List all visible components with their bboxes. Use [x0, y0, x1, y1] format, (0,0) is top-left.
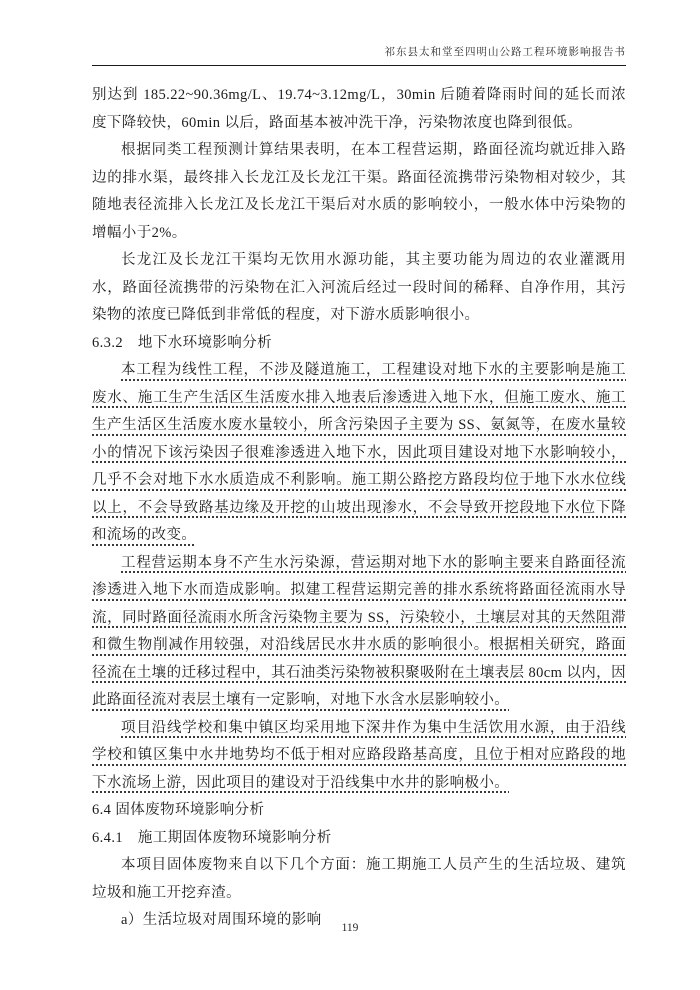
paragraph-solid-waste-sources: 本项目固体废物来自以下几个方面：施工期施工人员产生的生活垃圾、建筑垃圾和施工开挖弃渣。 — [92, 857, 626, 901]
section-heading-6-3-2: 6.3.2 地下水环境影响分析 — [92, 334, 272, 351]
page-number: 119 — [341, 922, 359, 934]
paragraph-wells-impact: 项目沿线学校和集中镇区均采用地下深井作为集中生活饮用水源，由于沿线学校和镇区集中水井地势均不低于相对应路段路基高度，且位于相对应路段的地下水流场上游，因此项目的建设对于沿线集中水井的影响极小。 — [92, 719, 626, 791]
paragraph-irrigation-water: 长龙江及长龙江干渠均无饮用水源功能，其主要功能为周边的农业灌溉用水，路面径流携带的污染物在汇入河流后经过一段时间的稀释、自净作用，其污染物的浓度已降低到非常低的程度，对下游水质影响很小。 — [92, 252, 626, 323]
running-header-title: 祁东县太和堂至四明山公路工程环境影响报告书 — [92, 44, 626, 66]
paragraph-runoff-discharge: 根据同类工程预测计算结果表明，在本工程营运期，路面径流均就近排入路边的排水渠，最终排入长龙江及长龙江干渠。路面径流携带污染物相对较少，其随地表径流排入长龙江及长龙江干渠后对水质的影响较小，一般水体中污染物的增幅小于2%。 — [92, 142, 626, 241]
paragraph-item-a-domestic-garbage: a）生活垃圾对周围环境的影响 — [121, 912, 322, 928]
section-heading-6-4: 6.4 固体废物环境影响分析 — [92, 802, 265, 818]
paragraph-groundwater-construction: 本工程为线性工程，不涉及隧道施工，工程建设对地下水的主要影响是施工废水、施工生产生活区生活废水排入地表后渗透进入地下水，但施工废水、施工生产生活区生活废水废水量较小，所含污染因子主要为 SS、氨氮等，在废水量较小的情况下该污染因子很难渗透进入地下水，因此项目建设对地下水影响较小，几乎不会对地下水水质造成不利影响。施工期公路挖方路段均位于地下水水位线以上，不会导致路基边缘及开挖的山坡出现渗水，不会导致开挖段地下水位下降和流场的改变。 — [92, 362, 626, 543]
page-body — [92, 82, 626, 935]
section-heading-6-4-1: 6.4.1 施工期固体废物环境影响分析 — [92, 829, 332, 846]
paragraph-groundwater-operation: 工程营运期本身不产生水污染源，营运期对地下水的影响主要来自路面径流渗透进入地下水而造成影响。拟建工程营运期完善的排水系统将路面径流雨水导流，同时路面径流雨水所含污染物主要为 SS，污染较小，土壤层对其的天然阻滞和微生物削减作用较强，对沿线居民水井水质的影响很小。根据相关研究，路面径流在土壤的迁移过程中，其石油类污染物被积聚吸附在土壤表层 80cm 以内，因此路面径流对表层土壤有一定影响，对地下水含水层影响较小。 — [92, 554, 626, 708]
paragraph-runoff-concentration: 别达到 185.22~90.36mg/L、19.74~3.12mg/L，30min 后随着降雨时间的延长而浓度下降较快，60min 以后，路面基本被冲洗干净，污染物浓度也降到很低。 — [92, 87, 626, 131]
